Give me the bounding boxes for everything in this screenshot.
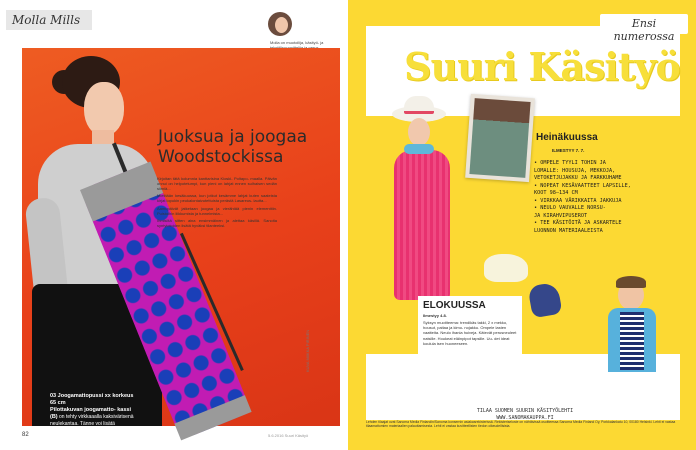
right-page: [348, 0, 696, 450]
boy-photo: [602, 276, 662, 376]
list-item: LUONNON MATERIAALEISTA: [534, 227, 603, 234]
knitwear-photo-inner: [469, 98, 530, 178]
body-paragraph: Mietitään kesäkuussa, kun jotkut kesämme lahjat kuten saateista kirjat lopukin peukalontaivutettuista perästä Lasareus- lautta...: [157, 193, 277, 204]
title-line-1: Juoksua ja joogaa: [158, 127, 308, 147]
woman-dress-photo: [388, 104, 474, 304]
body-paragraph: Ihmisiltä sitten aina ensimmäinen ja alettaa käsillä. Sanoita syntyiotoiden lisätä hyväksi tilanteeksi.: [157, 217, 277, 228]
pink-dress: [394, 150, 450, 300]
caption-text: on tehty virkkaaalla kaksivärisenä neulekantaa. Tänne voi lisätä toiminnan, soittaa kaikki vielä jäsenenä.: [50, 413, 134, 439]
list-item: KOOT 98–134 CM: [534, 190, 578, 197]
article-title: [158, 128, 338, 167]
list-item: • VIRKKAA VÄRIKKAITA JAKKUJA: [534, 197, 622, 204]
list-item: • OMPELE TYYLI TOHIN JA: [534, 160, 606, 166]
august-heading: ELOKUUSSA: [423, 300, 486, 311]
july-heading: Heinäkuussa: [536, 132, 598, 143]
page-number: 82: [22, 432, 29, 438]
article-body: [157, 176, 277, 230]
boy-hair: [616, 276, 646, 288]
caption-bold-2: Pilottakuvan joogamatto- kassi (B): [50, 406, 131, 420]
woman-face: [408, 118, 430, 146]
photo-caption: [50, 393, 134, 446]
photo-credit: KUVA MIIKKA PIRINEN: [305, 329, 310, 372]
list-item: VETOKETJUJAKKU JA FARKKUHAME: [534, 175, 622, 182]
author-portrait-face: [275, 17, 288, 33]
hat-crown: [404, 96, 434, 114]
fine-print: Lehden tilaajat ovat Sanoma Media Finlandin/Sanoma konsernin asiakasrekisterissä. Rekisteriseloste on nähtävissä osoitteessa Sanoma Media Finland Oy, Porkkalankatu 10, 00180 Helsinki. Lehti ei vastaa tilaamattomien materiaalien palauttamisesta. Lehti ei vastaa kuvitteellisten tiedon oikeudellisista.: [366, 420, 676, 429]
page-footer: 5.6.2016 Suuri Käsityö: [268, 433, 309, 438]
list-item: LOMALLE: HOUSUJA, MEKKOJA,: [534, 167, 616, 174]
author-tag: Molla Mills: [6, 10, 92, 30]
august-release-date: Ilmestyy 4.8.: [423, 313, 447, 318]
toy-elephant-white: [484, 254, 528, 282]
subscription-url[interactable]: WWW.SANOMAKAUPPA.FI: [496, 415, 554, 421]
magazine-logo: Suuri Käsityö: [404, 44, 680, 89]
preview-card: [366, 26, 680, 420]
bag-bottom: [174, 395, 251, 440]
scarf: [404, 144, 434, 154]
july-release-date: ILMESTYY 7. 7.: [552, 148, 585, 153]
author-caption: Molla on muotoilija, käsityö- ja: [270, 40, 324, 45]
caption-credit: Lankaa: Suomen Lanka, Juhlatieto: [50, 439, 127, 446]
caption-bold: 03 Joogamattopussi xx korkeus 65 cm: [50, 393, 134, 406]
august-box: [418, 296, 522, 388]
july-bullet-list: [534, 160, 678, 235]
list-item: • NEULO VAUVALLE NORSU-: [534, 205, 606, 212]
august-body: Syksyn muotiteema: trendikäs takki, 2 x mekko, housut, paitaa ja kimo- nojakku. Ompele lasten vaatteita. Neulo ihania huiveja. Kätevät perusneuleet natsille. Houkeat eläinpipot tapsille. Uu- det ideat koulula isen huoneeseen.: [423, 320, 517, 346]
title-line-2: Woodstockissa: [158, 146, 284, 167]
list-item: JA KIRAHVIPUSEROT: [534, 212, 588, 219]
body-paragraph: Aamupäivät jatketaan joogaa ja vierähtää pienin elementtiin. Puistoihin liikkumista ja tunnelmista...: [157, 205, 277, 216]
next-issue-tag: Ensi numerossa: [600, 14, 688, 34]
photo-face: [84, 82, 124, 136]
subscription-text: TILAA SUOMEN SUURIN KÄSITYÖLEHTI: [476, 408, 574, 414]
boy-striped-shirt: [620, 312, 644, 370]
body-paragraph: Kirjoitan tätä kolumnia kanttarisina Kioski- Poltapo- maalla. Päivän onnui on helpotetumpi, kun pieni on lahjat ennen sulhaisen sedän silmiä...: [157, 176, 277, 192]
list-item: • NOPEAT KESÄVAATTEET LAPSILLE,: [534, 182, 631, 189]
knitwear-photo: [465, 94, 535, 182]
list-item: • TEE KÄSITÖITÄ JA ASKARTELE: [534, 220, 622, 227]
